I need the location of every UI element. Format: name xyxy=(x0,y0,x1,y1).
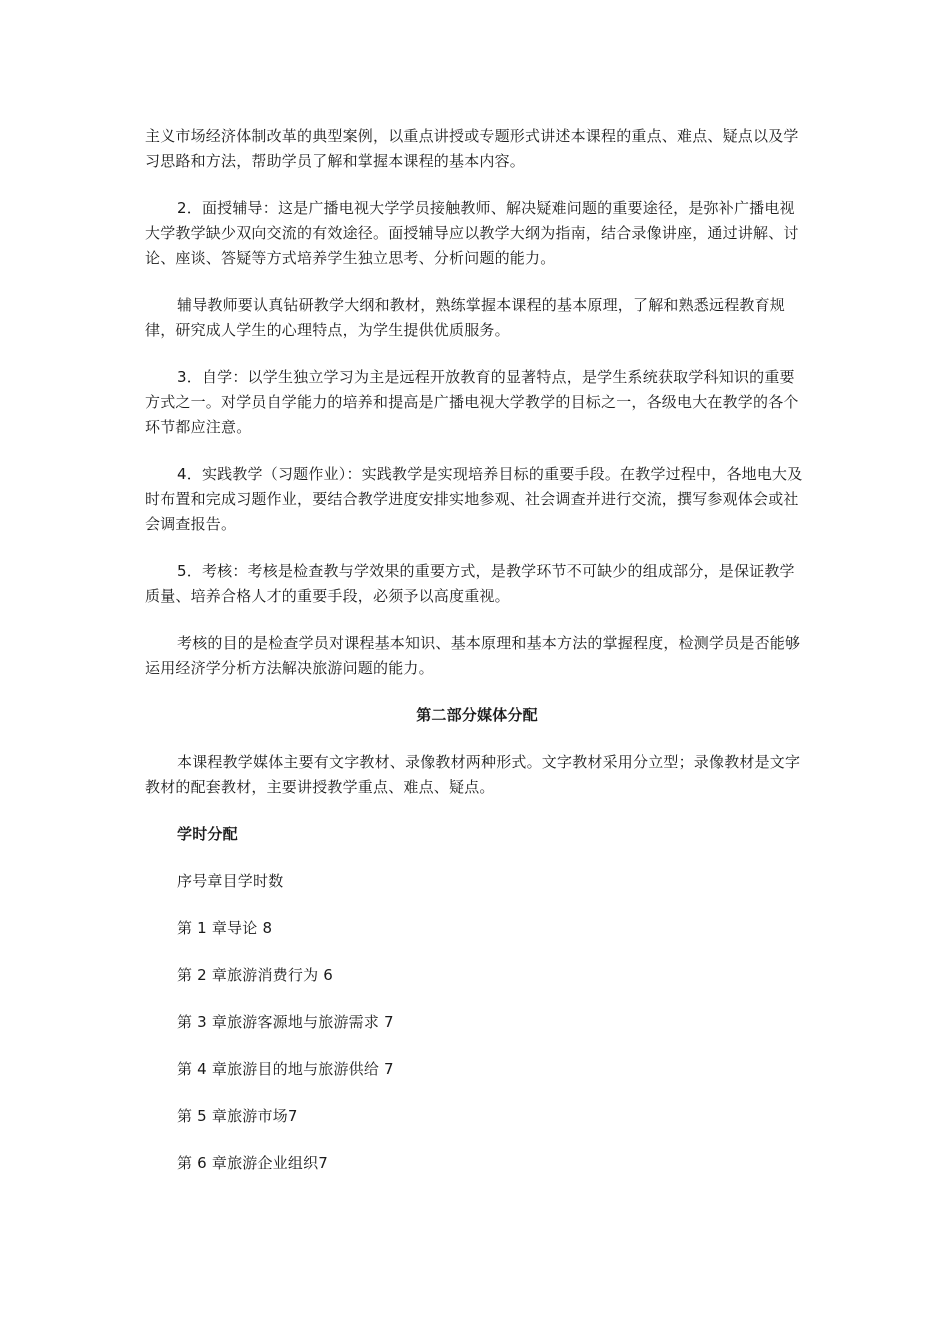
hours-row: 第 5 章旅游市场7 xyxy=(177,1107,298,1125)
hours-row: 第 2 章旅游消费行为 6 xyxy=(177,966,333,984)
hours-row: 第 6 章旅游企业组织7 xyxy=(177,1154,329,1172)
hours-row: 第 1 章导论 8 xyxy=(177,919,273,937)
paragraph-assessment-purpose: 考核的目的是检查学员对课程基本知识、基本原理和基本方法的掌握程度，检测学员是否能够运用经济学分析方法解决旅游问题的能力。 xyxy=(145,634,801,677)
subsection-title: 学时分配 xyxy=(177,825,238,843)
paragraph-lecture: 主义市场经济体制改革的典型案例，以重点讲授或专题形式讲述本课程的重点、难点、疑点以及学习思路和方法，帮助学员了解和掌握本课程的基本内容。 xyxy=(145,127,799,170)
section-title: 第二部分媒体分配 xyxy=(416,706,538,724)
paragraph-assessment: 5．考核：考核是检查教与学效果的重要方式，是教学环节不可缺少的组成部分，是保证教学质量、培养合格人才的重要手段，必须予以高度重视。 xyxy=(145,562,795,605)
document-body xyxy=(145,124,809,1198)
paragraph-tutoring: 2．面授辅导：这是广播电视大学学员接触教师、解决疑难问题的重要途径，是弥补广播电视大学教学缺少双向交流的有效途径。面授辅导应以教学大纲为指南，结合录像讲座，通过讲解、讨论、座谈、答疑等方式培养学生独立思考、分析问题的能力。 xyxy=(145,199,799,267)
hours-row: 第 3 章旅游客源地与旅游需求 7 xyxy=(177,1013,394,1031)
paragraph-tutor-teacher: 辅导教师要认真钻研教学大纲和教材，熟练掌握本课程的基本原理，了解和熟悉远程教育规律，研究成人学生的心理特点，为学生提供优质服务。 xyxy=(145,296,786,339)
hours-row: 第 4 章旅游目的地与旅游供给 7 xyxy=(177,1060,394,1078)
paragraph-practice: 4．实践教学（习题作业）：实践教学是实现培养目标的重要手段。在教学过程中，各地电大及时布置和完成习题作业，要结合教学进度安排实地参观、社会调查并进行交流，撰写参观体会或社会调查报告。 xyxy=(145,465,803,533)
hours-table-header: 序号章目学时数 xyxy=(177,872,284,890)
paragraph-media: 本课程教学媒体主要有文字教材、录像教材两种形式。文字教材采用分立型；录像教材是文字教材的配套教材，主要讲授教学重点、难点、疑点。 xyxy=(145,753,801,796)
paragraph-self-study: 3．自学：以学生独立学习为主是远程开放教育的显著特点，是学生系统获取学科知识的重要方式之一。对学员自学能力的培养和提高是广播电视大学教学的目标之一，各级电大在教学的各个环节都应注意。 xyxy=(145,368,799,436)
